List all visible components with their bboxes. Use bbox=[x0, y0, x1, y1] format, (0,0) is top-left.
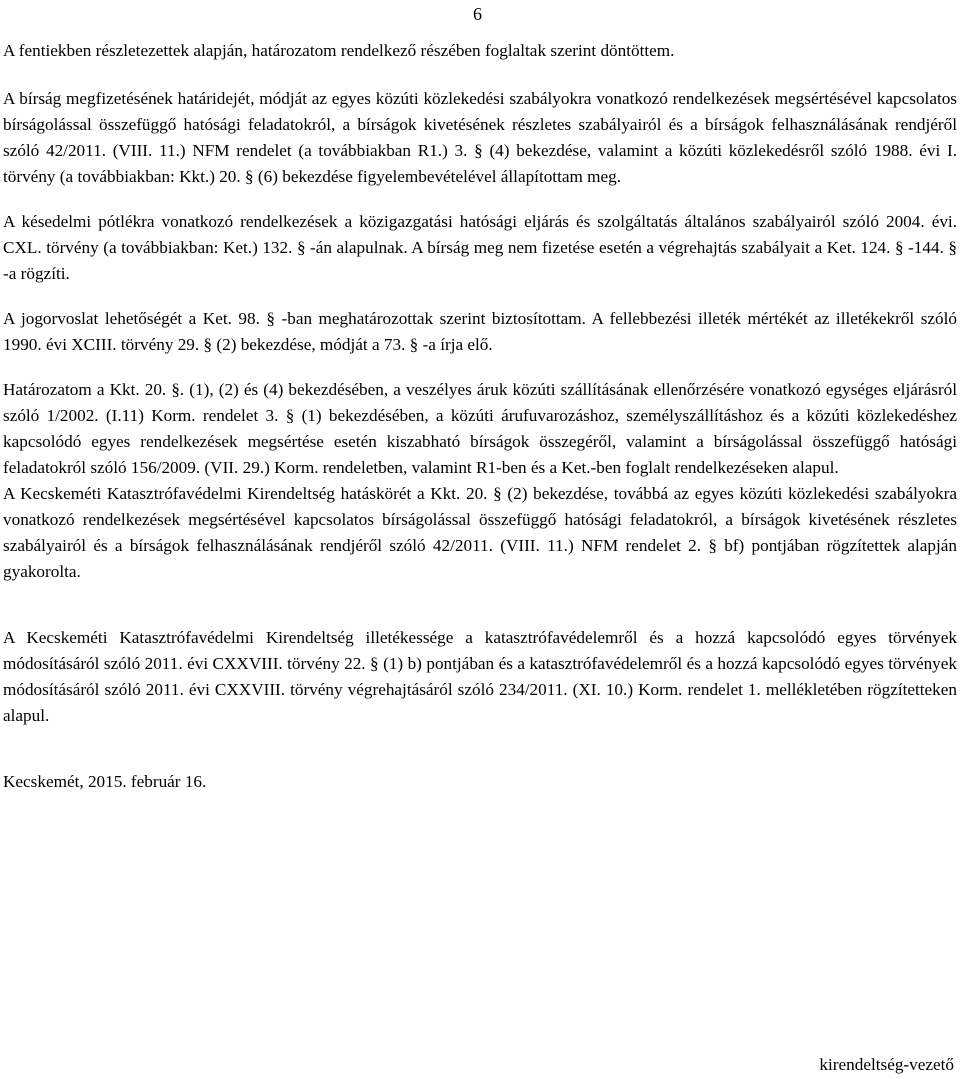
document-body bbox=[3, 38, 957, 795]
date-line: Kecskemét, 2015. február 16. bbox=[3, 772, 207, 791]
paragraph-legal-basis: Határozatom a Kkt. 20. §. (1), (2) és (4) bekezdésében, a veszélyes áruk közúti szállításának ellenőrzésére vonatkozó egységes eljárásról szóló 1/2002. (I.11) Korm. rendelet 3. § (1) bekezdésében, a közúti árufuvarozáshoz, személyszállításhoz és a közúti közlekedéshez kapcsolódó egyes rendelkezések megsértése esetén kiszabható bírságok összegéről, valamint a bírságolással összefüggő hatósági feladatokról szóló 156/2009. (VII. 29.) Korm. rendeletben, valamint R1-ben és a Ket.-ben foglalt rendelkezéseken alapul. bbox=[3, 380, 957, 477]
paragraph-legal-remedy: A jogorvoslat lehetőségét a Ket. 98. § -ban meghatározottak szerint biztosítottam. A fellebbezési illeték mértékét az illetékekről szóló 1990. évi XCIII. törvény 29. § (2) bekezdése, módját a 73. § -a írja elő. bbox=[3, 309, 957, 354]
paragraph-jurisdiction: A Kecskeméti Katasztrófavédelmi Kirendeltség illetékessége a katasztrófavédelemről és a hozzá kapcsolódó egyes törvények módosításáról szóló 2011. évi CXXVIII. törvény 22. § (1) b) pontjában és a katasztrófavédelemről és a hozzá kapcsolódó egyes törvények módosításáról szóló 2011. évi CXXVIII. törvény végrehajtásáról szóló 234/2011. (XI. 10.) Korm. rendelet 1. mellékletében rögzítetteken alapul. bbox=[3, 628, 957, 725]
paragraph-fine-deadline: A bírság megfizetésének határidejét, módját az egyes közúti közlekedési szabályokra vonatkozó rendelkezések megsértésével kapcsolatos bírságolással összefüggő hatósági feladatokról, a bírságok kivetésének részletes szabályairól és a bírságok felhasználásának rendjéről szóló 42/2011. (VIII. 11.) NFM rendelet (a továbbiakban R1.) 3. § (4) bekezdése, valamint a közúti közlekedésről szóló 1988. évi I. törvény (a továbbiakban: Kkt.) 20. § (6) bekezdése figyelembevételével állapítottam meg. bbox=[3, 89, 957, 186]
signature-title: kirendeltség-vezető bbox=[819, 1055, 954, 1074]
paragraph-competence: A Kecskeméti Katasztrófavédelmi Kirendeltség hatáskörét a Kkt. 20. § (2) bekezdése, továbbá az egyes közúti közlekedési szabályokra vonatkozó rendelkezések megsértésével kapcsolatos bírságolással összefüggő hatósági feladatokról, a bírságok kivetésének részletes szabályairól és a bírságok felhasználásának rendjéről szóló 42/2011. (VIII. 11.) NFM rendelet 2. § bf) pontjában rögzítettek alapján gyakorolta. bbox=[3, 484, 957, 581]
paragraph-late-fee: A késedelmi pótlékra vonatkozó rendelkezések a közigazgatási hatósági eljárás és szolgáltatás általános szabályairól szóló 2004. évi. CXL. törvény (a továbbiakban: Ket.) 132. § -án alapulnak. A bírság meg nem fizetése esetén a végrehajtás szabályait a Ket. 124. § -144. § -a rögzíti. bbox=[3, 212, 957, 283]
page-number: 6 bbox=[473, 4, 482, 24]
paragraph-decision-summary: A fentiekben részletezettek alapján, határozatom rendelkező részében foglaltak szerint döntöttem. bbox=[3, 41, 675, 60]
